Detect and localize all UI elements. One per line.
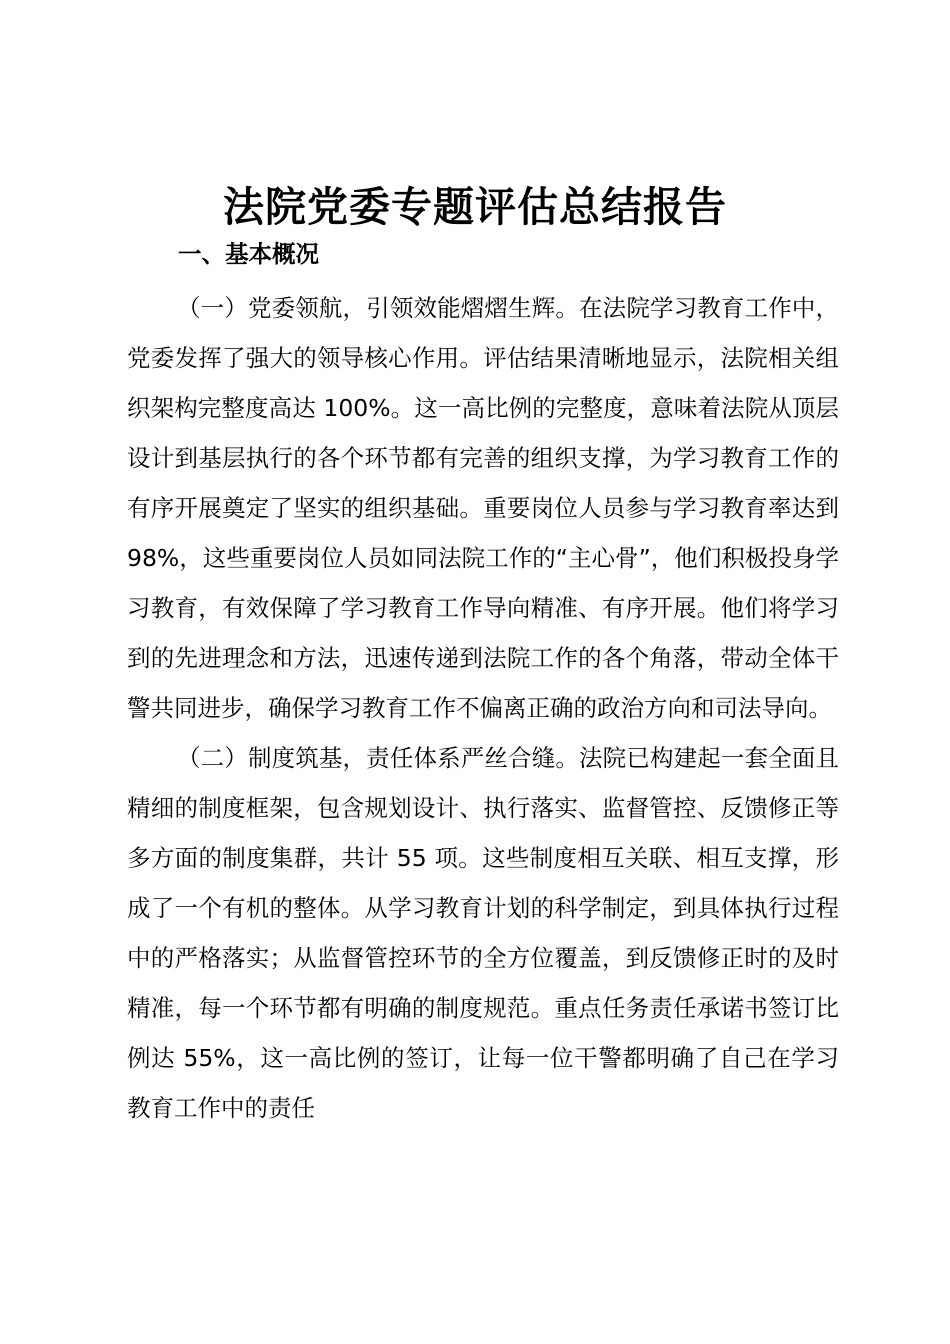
paragraph-institutional-foundation: （二）制度筑基，责任体系严丝合缝。法院已构建起一套全面且精细的制度框架，包含规划设计、执行落实、监督管控、反馈修正等多方面的制度集群，共计 55 项。这些制度相互关联、相互支撑，形成了一个有机的整体。从学习教育计划的科学制定，到具体执行过程中的严格落实；从监督管控环节的全方位覆盖，到反馈修正时的及时精准，每一个环节都有明确的制度规范。重点任务责任承诺书签订比例达 55%，这一高比例的签订，让每一位干警都明确了自己在学习教育工作中的责任 (127, 744, 839, 1122)
section-heading: 一、基本概况 (178, 240, 319, 268)
document-title: 法院党委专题评估总结报告 (223, 183, 727, 231)
document-body (127, 283, 839, 1133)
paragraph-party-leadership: （一）党委领航，引领效能熠熠生辉。在法院学习教育工作中，党委发挥了强大的领导核心作用。评估结果清晰地显示，法院相关组织架构完整度高达 100%。这一高比例的完整度，意味着法院从顶层设计到基层执行的各个环节都有完善的组织支撑，为学习教育工作的有序开展奠定了坚实的组织基础。重要岗位人员参与学习教育率达到 98%，这些重要岗位人员如同法院工作的“主心骨”，他们积极投身学习教育，有效保障了学习教育工作导向精准、有序开展。他们将学习到的先进理念和方法，迅速传递到法院工作的各个角落，带动全体干警共同进步，确保学习教育工作不偏离正确的政治方向和司法导向。 (127, 294, 839, 722)
